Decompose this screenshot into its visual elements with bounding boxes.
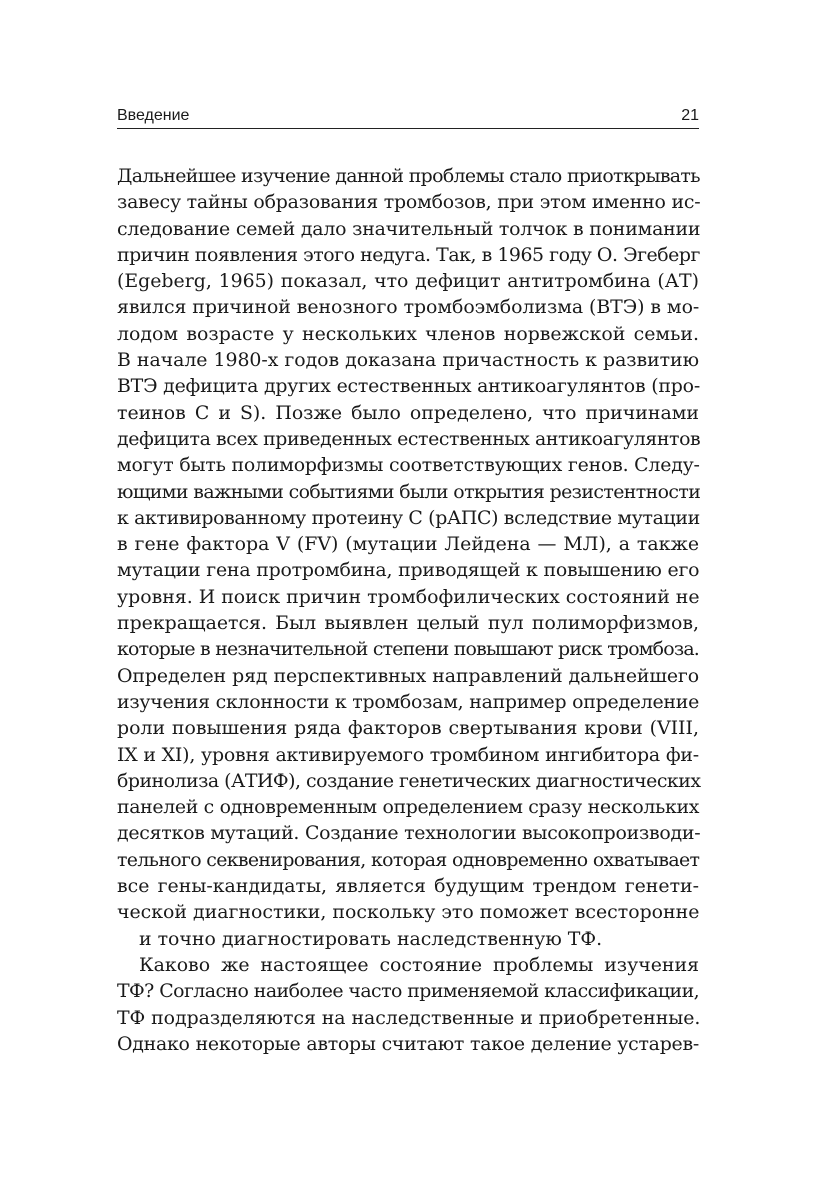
text-line: В начале 1980-х годов доказана причастность к развитию	[117, 349, 699, 372]
chapter-title: Введение	[117, 107, 190, 124]
text-line: изучения склонности к тромбозам, например определение	[117, 690, 699, 713]
body-text	[117, 163, 699, 1057]
text-line: ВТЭ дефицита других естественных антикоагулянтов (про-	[117, 375, 701, 398]
text-line: следование семей дало значительный толчок в понимании	[117, 217, 701, 240]
text-line: IX и XI), уровня активируемого тромбином ингибитора фи-	[117, 743, 699, 766]
text-line: Определен ряд перспективных направлений дальнейшего	[117, 664, 699, 687]
text-line: теинов C и S). Позже было определено, что причинами	[117, 401, 699, 424]
text-line: которые в незначительной степени повышают риск тромбоза.	[117, 638, 699, 661]
text-line: к активированному протеину С (рАПС) вследствие мутации	[117, 506, 700, 529]
text-line: прекращается. Был выявлен целый пул полиморфизмов,	[117, 612, 699, 635]
text-line: тельного секвенирования, которая одновременно охватывает	[117, 848, 700, 871]
text-line: роли повышения ряда факторов свертывания крови (VIII,	[117, 717, 699, 740]
text-line: в гене фактора V (FV) (мутации Лейдена — МЛ), а также	[117, 533, 699, 556]
page-number: 21	[681, 107, 699, 124]
text-line: мутации гена протромбина, приводящей к повышению его	[117, 559, 700, 582]
text-line: могут быть полиморфизмы соответствующих генов. Следу-	[117, 454, 700, 477]
text-line: ТФ? Согласно наиболее часто применяемой классификации,	[117, 980, 700, 1003]
text-line: Каково же настоящее состояние проблемы изучения	[139, 953, 699, 976]
text-line: (Egeberg, 1965) показал, что дефицит антитромбина (АТ)	[117, 270, 699, 293]
text-line: Однако некоторые авторы считают такое деление устарев-	[117, 1032, 699, 1055]
text-line: завесу тайны образования тромбозов, при этом именно ис-	[117, 191, 701, 214]
text-line: и точно диагностировать наследственную ТФ.	[139, 927, 603, 950]
paragraph-1	[117, 163, 699, 952]
text-line: уровня. И поиск причин тромбофилических состояний не	[117, 585, 700, 608]
text-line: ющими важными событиями были открытия резистентности	[117, 480, 701, 503]
text-line: Дальнейшее изучение данной проблемы стало приоткрывать	[117, 165, 700, 187]
text-line: ческой диагностики, поскольку это поможет всесторонне	[117, 901, 700, 924]
text-line: дефицита всех приведенных естественных антикоагулянтов	[117, 427, 701, 450]
paragraph-2	[117, 952, 699, 1057]
text-line: десятков мутаций. Создание технологии высокопроизводи-	[117, 822, 701, 845]
text-line: причин появления этого недуга. Так, в 1965 году О. Эгеберг	[117, 243, 701, 266]
text-line: панелей с одновременным определением сразу нескольких	[117, 796, 699, 819]
text-line: явился причиной венозного тромбоэмболизма (ВТЭ) в мо-	[117, 296, 700, 319]
text-line: все гены-кандидаты, является будущим трендом генети-	[117, 875, 699, 898]
text-line: бринолиза (АТИФ), создание генетических диагностических	[117, 769, 701, 792]
text-line: ТФ подразделяются на наследственные и приобретенные.	[117, 1006, 701, 1029]
running-head	[117, 104, 699, 129]
text-line: лодом возрасте у нескольких членов норвежской семьи.	[117, 322, 699, 345]
book-page	[117, 0, 699, 1200]
